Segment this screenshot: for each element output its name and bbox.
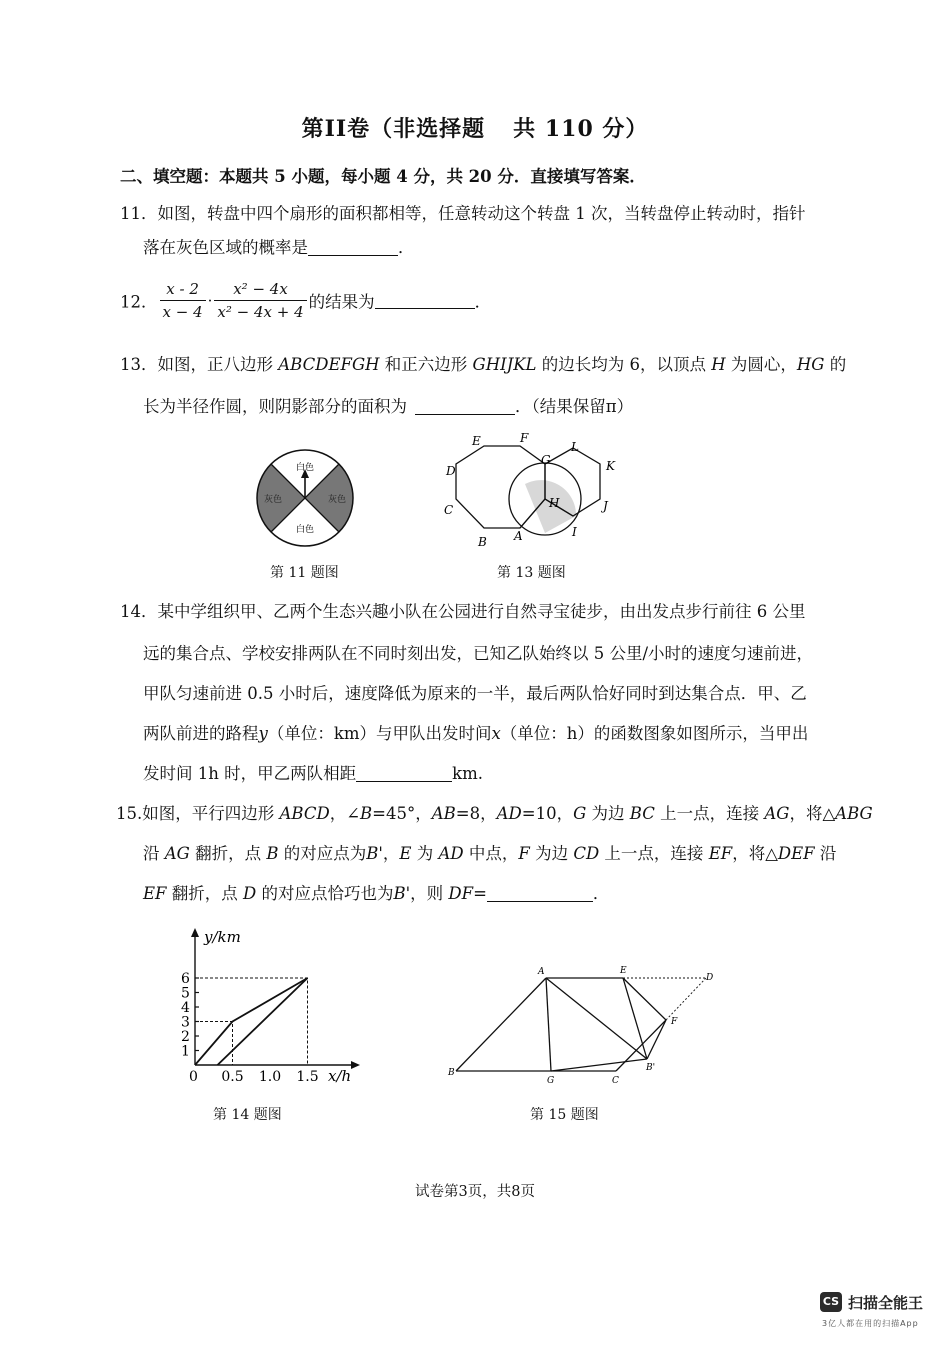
q15-line1 — [116, 800, 873, 824]
q15-text-s: 翻折，点 — [166, 884, 243, 903]
q15-line3 — [143, 880, 609, 904]
q11-text: 落在灰色区域的概率是 — [143, 238, 308, 257]
label-k: K — [606, 459, 615, 473]
y-axis-label: y/km — [204, 928, 241, 946]
brand-tagline: 3亿人都在用的扫描App — [822, 1319, 919, 1328]
y-tick-label: 2 — [181, 1029, 190, 1045]
q15-text-k: 的对应点为 — [278, 844, 367, 863]
q15-text-q: ，将△ — [732, 844, 778, 863]
q14-line3: 甲队匀速前进 0.5 小时后，速度降低为原来的一半，最后两队恰好同时到达集合点．甲、乙 — [143, 684, 807, 703]
q12-f1-denominator: x − 4 — [162, 303, 203, 321]
figure-15-caption: 第 15 题图 — [530, 1107, 599, 1123]
spinner-label-gray-left: 灰色 — [263, 495, 283, 505]
q11-line2 — [143, 234, 415, 258]
q15-b-prime: B' — [366, 844, 383, 863]
section-heading: 二、填空题：本题共 5 小题，每小题 4 分，共 20 分．直接填写答案． — [120, 167, 646, 186]
y-tick-label: 3 — [181, 1014, 190, 1031]
label-i: I — [572, 525, 577, 539]
q13-hexagon: GHIJKL — [472, 355, 537, 374]
q15-angle-b: B — [360, 804, 373, 823]
q15-d: D — [243, 884, 257, 903]
title-part1: 第II卷（非选择题 — [301, 116, 486, 142]
label-g: G — [547, 1076, 555, 1086]
figure-13-caption: 第 13 题图 — [497, 565, 566, 581]
q15-text-j: 翻折，点 — [189, 844, 267, 863]
q14-line4 — [143, 720, 808, 744]
figure-14-caption: 第 14 题图 — [213, 1107, 282, 1123]
figure-11-caption: 第 11 题图 — [270, 565, 339, 581]
spinner-label-white-bottom: 白色 — [295, 525, 315, 535]
brand-name: 扫描全能王 — [848, 1294, 924, 1312]
q15-line2 — [143, 840, 836, 864]
q15-ag: AG — [764, 804, 790, 823]
figure-11-spinner — [250, 448, 360, 550]
y-tick-label: 4 — [181, 1000, 190, 1016]
figure-15-parallelogram — [440, 962, 720, 1088]
label-b: B — [448, 1068, 455, 1078]
y-axis-arrow-icon — [191, 928, 199, 937]
q15-cd: CD — [573, 844, 600, 863]
q14-text-b: （单位：km）与甲队出发时间 — [267, 724, 492, 743]
q15-text-m: 为 — [411, 844, 439, 863]
q15-text-a: 15.如图，平行四边形 — [116, 804, 280, 823]
origin-label: 0 — [189, 1069, 198, 1085]
y-tick-label: 5 — [181, 985, 190, 1002]
label-d: D — [446, 464, 456, 478]
q13-segment-hg: HG — [796, 355, 825, 374]
camscanner-logo-icon: CS — [820, 1292, 842, 1312]
label-e: E — [620, 966, 627, 976]
y-tick-label: 1 — [181, 1043, 190, 1060]
label-e: E — [472, 434, 481, 448]
x-tick-label: 0.5 — [221, 1069, 244, 1085]
q15-e: E — [399, 844, 412, 863]
segment-fb-prime — [647, 1020, 666, 1059]
q15-answer-blank — [487, 886, 593, 902]
q11-line1: 11．如图，转盘中四个扇形的面积都相等，任意转动这个转盘 1 次，当转盘停止转动时，指针 — [120, 204, 806, 223]
figure-14-chart — [170, 925, 370, 1090]
q15-bc: BC — [629, 804, 655, 823]
label-a: A — [538, 967, 545, 977]
q13-text-d: 为圆心， — [725, 355, 797, 374]
q15-ef: EF — [708, 844, 733, 863]
q15-b2: B — [266, 844, 279, 863]
label-f: F — [671, 1017, 678, 1027]
q15-text-t: 的对应点恰巧也为 — [256, 884, 394, 903]
segment-fc — [616, 1020, 666, 1071]
q15-text-v: = — [473, 884, 487, 903]
q12-f2-denominator: x² − 4x + 4 — [217, 303, 304, 321]
spinner-label-gray-right: 灰色 — [327, 495, 347, 505]
label-f: F — [520, 431, 529, 445]
q14-text-d: 发时间 1h 时，甲乙两队相距 — [143, 764, 357, 783]
q12-line — [120, 280, 491, 321]
q13-text-g: ．（结果保留π） — [515, 397, 634, 416]
q13-text-e: 的 — [824, 355, 847, 374]
label-d: D — [706, 973, 714, 983]
label-l: L — [571, 440, 579, 454]
label-h: H — [549, 496, 560, 510]
q11-answer-blank — [308, 240, 398, 256]
q14-text-a: 两队前进的路程 — [143, 724, 259, 743]
q15-ag2: AG — [164, 844, 190, 863]
q15-text-b: ，∠ — [329, 804, 361, 823]
q13-text-c: 的边长均为 6，以顶点 — [536, 355, 712, 374]
x-axis-arrow-icon — [351, 1061, 360, 1069]
segment-gb-prime — [551, 1059, 647, 1071]
q15-g: G — [573, 804, 587, 823]
label-j: J — [603, 499, 608, 513]
q15-text-p: 上一点，连接 — [599, 844, 709, 863]
x-tick-label: 1.5 — [296, 1069, 319, 1085]
q13-line2 — [143, 393, 633, 417]
x-tick-label: 1.0 — [258, 1069, 282, 1085]
x-axis-label: x/h — [328, 1067, 352, 1085]
segment-ab — [456, 978, 546, 1071]
segment-ag — [546, 978, 551, 1071]
segment-ab-prime — [546, 978, 647, 1059]
q12-f1-numerator: x - 2 — [160, 280, 206, 301]
q15-ad2: AD — [438, 844, 464, 863]
q15-text-c: =45°， — [372, 804, 432, 823]
q15-text-h: ，将△ — [789, 804, 836, 823]
q14-line1: 14．某中学组织甲、乙两个生态兴趣小队在公园进行自然寻宝徒步，由出发点步行前往 6 公里 — [120, 602, 806, 621]
q15-text-f: 为边 — [586, 804, 630, 823]
q15-text-i: 沿 — [143, 844, 165, 863]
q13-answer-blank — [415, 399, 515, 415]
label-b-prime: B' — [646, 1063, 656, 1073]
q15-b-prime2: B' — [393, 884, 411, 903]
q15-text-d: =8， — [455, 804, 497, 823]
q15-abg: ABG — [835, 804, 873, 823]
q15-ab: AB — [431, 804, 456, 823]
q15-df: DF — [448, 884, 474, 903]
q12-tail: 的结果为 — [308, 292, 375, 312]
figure-13-polygons — [435, 428, 635, 554]
label-c: C — [444, 503, 454, 517]
label-g: G — [541, 453, 551, 467]
q13-line1 — [120, 351, 846, 375]
q15-ef2: EF — [143, 884, 167, 903]
q15-text-g: 上一点，连接 — [654, 804, 765, 823]
q12-end: ． — [474, 292, 492, 312]
label-b: B — [478, 535, 487, 549]
q13-vertex-h: H — [711, 355, 726, 374]
q13-octagon: ABCDEFGH — [278, 355, 380, 374]
q14-answer-blank — [356, 766, 452, 782]
q13-text-f: 长为半径作圆，则阴影部分的面积为 — [143, 397, 407, 416]
q15-text-r: 沿 — [814, 844, 837, 863]
q12-fraction2 — [214, 280, 306, 321]
q12-fraction1 — [160, 280, 206, 321]
q12-f2-numerator: x² − 4x — [214, 280, 306, 301]
q15-end: ． — [592, 884, 610, 903]
q15-text-u: ，则 — [410, 884, 449, 903]
q15-text-e: =10， — [521, 804, 574, 823]
q15-abcd: ABCD — [279, 804, 330, 823]
page-footer: 试卷第3页，共8页 — [415, 1184, 535, 1200]
title-part2: 共 110 分） — [513, 116, 649, 142]
q14-var-y: y — [258, 724, 268, 743]
q11-end: ． — [398, 238, 415, 257]
q12-number: 12． — [120, 292, 158, 312]
q14-line2: 远的集合点、学校安排两队在不同时刻出发，已知乙队始终以 5 公里/小时的速度匀速前进， — [143, 644, 814, 663]
q15-text-o: 为边 — [529, 844, 574, 863]
q12-answer-blank — [375, 293, 475, 309]
q14-unit: km. — [452, 764, 484, 783]
q15-f: F — [518, 844, 530, 863]
segment-df-dashed — [666, 978, 706, 1020]
q15-text-l: ， — [382, 844, 400, 863]
label-a: A — [514, 529, 523, 543]
label-c: C — [612, 1076, 619, 1086]
q12-dot: · — [207, 291, 213, 310]
y-tick-label: 6 — [181, 971, 190, 987]
q14-line5 — [143, 760, 483, 784]
page-title — [0, 112, 950, 143]
q13-text-b: 和正六边形 — [379, 355, 473, 374]
q13-text-a: 13．如图，正八边形 — [120, 355, 279, 374]
q15-text-n: 中点， — [463, 844, 519, 863]
spinner-label-white-top: 白色 — [295, 463, 315, 473]
q15-def: DEF — [777, 844, 815, 863]
q14-text-c: （单位：h）的函数图象如图所示，当甲出 — [500, 724, 809, 743]
q14-var-x: x — [491, 724, 501, 743]
q15-ad: AD — [496, 804, 522, 823]
